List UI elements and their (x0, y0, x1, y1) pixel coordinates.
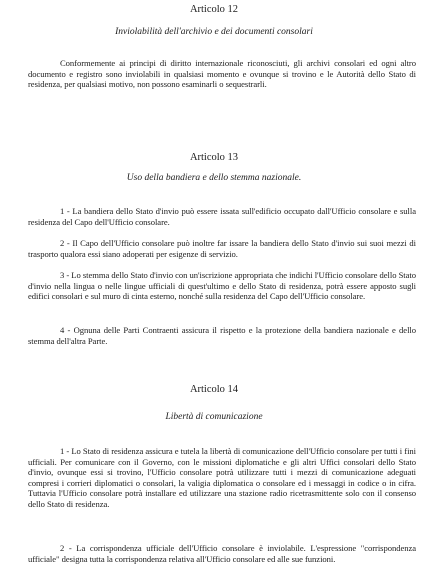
article-14-subtitle: Libertà di comunicazione (165, 412, 263, 422)
paragraph-text: 3 - Lo stemma dello Stato d'invio con un'iscrizione appropriata che indichi l'Ufficio consolare dello Stato d'invio nella lingua o nelle lingue ufficiali di quest'ultimo e dello Stato di residenza, potrà essere apposto sugli edifici consolari e sul muro di cinta esterno, nonché sulla residenza del Capo dell'Ufficio consolare. (28, 270, 416, 302)
paragraph-text: 4 - Ognuna delle Parti Contraenti assicura il rispetto e la protezione della bandiera nazionale e dello stemma dell'altra Parte. (28, 325, 416, 346)
article-12-subtitle: Inviolabilità dell'archivio e dei documenti consolari (115, 27, 313, 37)
paragraph-text: 1 - Lo Stato di residenza assicura e tutela la libertà di comunicazione dell'Ufficio consolare per tutti i fini ufficiali. Per comunicare con il Governo, con le missioni diplomatiche e gli altri Uffici consolari dello Stato d'invio, ovunque essi si trovino, l'Ufficio consolare potrà utilizzare tutti i mezzi di comunicazione adeguati compresi i corrieri diplomatici o consolari, la valigia diplomatica o consolare ed i messaggi in codice o in cifra. Tuttavia l'Ufficio consolare potrà installare ed utilizzare una stazione radio ricetrasmittente solo con il consenso dello Stato di residenza. (28, 446, 416, 509)
article-12-title: Articolo 12 (189, 4, 239, 15)
article-13-paragraph-4 (28, 325, 416, 346)
article-14-paragraph-2 (28, 543, 416, 564)
article-14-title: Articolo 14 (189, 384, 239, 395)
article-13-paragraph-1 (28, 206, 416, 227)
article-14-paragraph-1 (28, 446, 416, 510)
article-13-title: Articolo 13 (189, 152, 239, 163)
article-13-paragraph-2 (28, 238, 416, 259)
paragraph-text: 2 - La corrispondenza ufficiale dell'Ufficio consolare è inviolabile. L'espressione "corrispondenza ufficiale" designa tutta la corrispondenza relativa all'Ufficio consolare ed alle sue funzioni. (28, 543, 416, 564)
article-12-paragraph (28, 58, 416, 90)
paragraph-text: 2 - Il Capo dell'Ufficio consolare può inoltre far issare la bandiera dello Stato d'invio sui suoi mezzi di trasporto qualora essi siano adoperati per esigenze di servizio. (28, 238, 416, 259)
paragraph-text: Conformemente ai principi di diritto internazionale riconosciuti, gli archivi consolari ed ogni altro documento e registro sono inviolabili in qualsiasi momento e ovunque si trovino e le Autorità dello Stato di residenza, per qualsiasi motivo, non possono esaminarli o sequestrarli. (28, 58, 416, 90)
article-13-paragraph-3 (28, 270, 416, 302)
article-13-subtitle: Uso della bandiera e dello stemma nazionale. (126, 173, 302, 183)
paragraph-text: 1 - La bandiera dello Stato d'invio può essere issata sull'edificio occupato dall'Ufficio consolare e sulla residenza del Capo dell'Ufficio consolare. (28, 206, 416, 227)
